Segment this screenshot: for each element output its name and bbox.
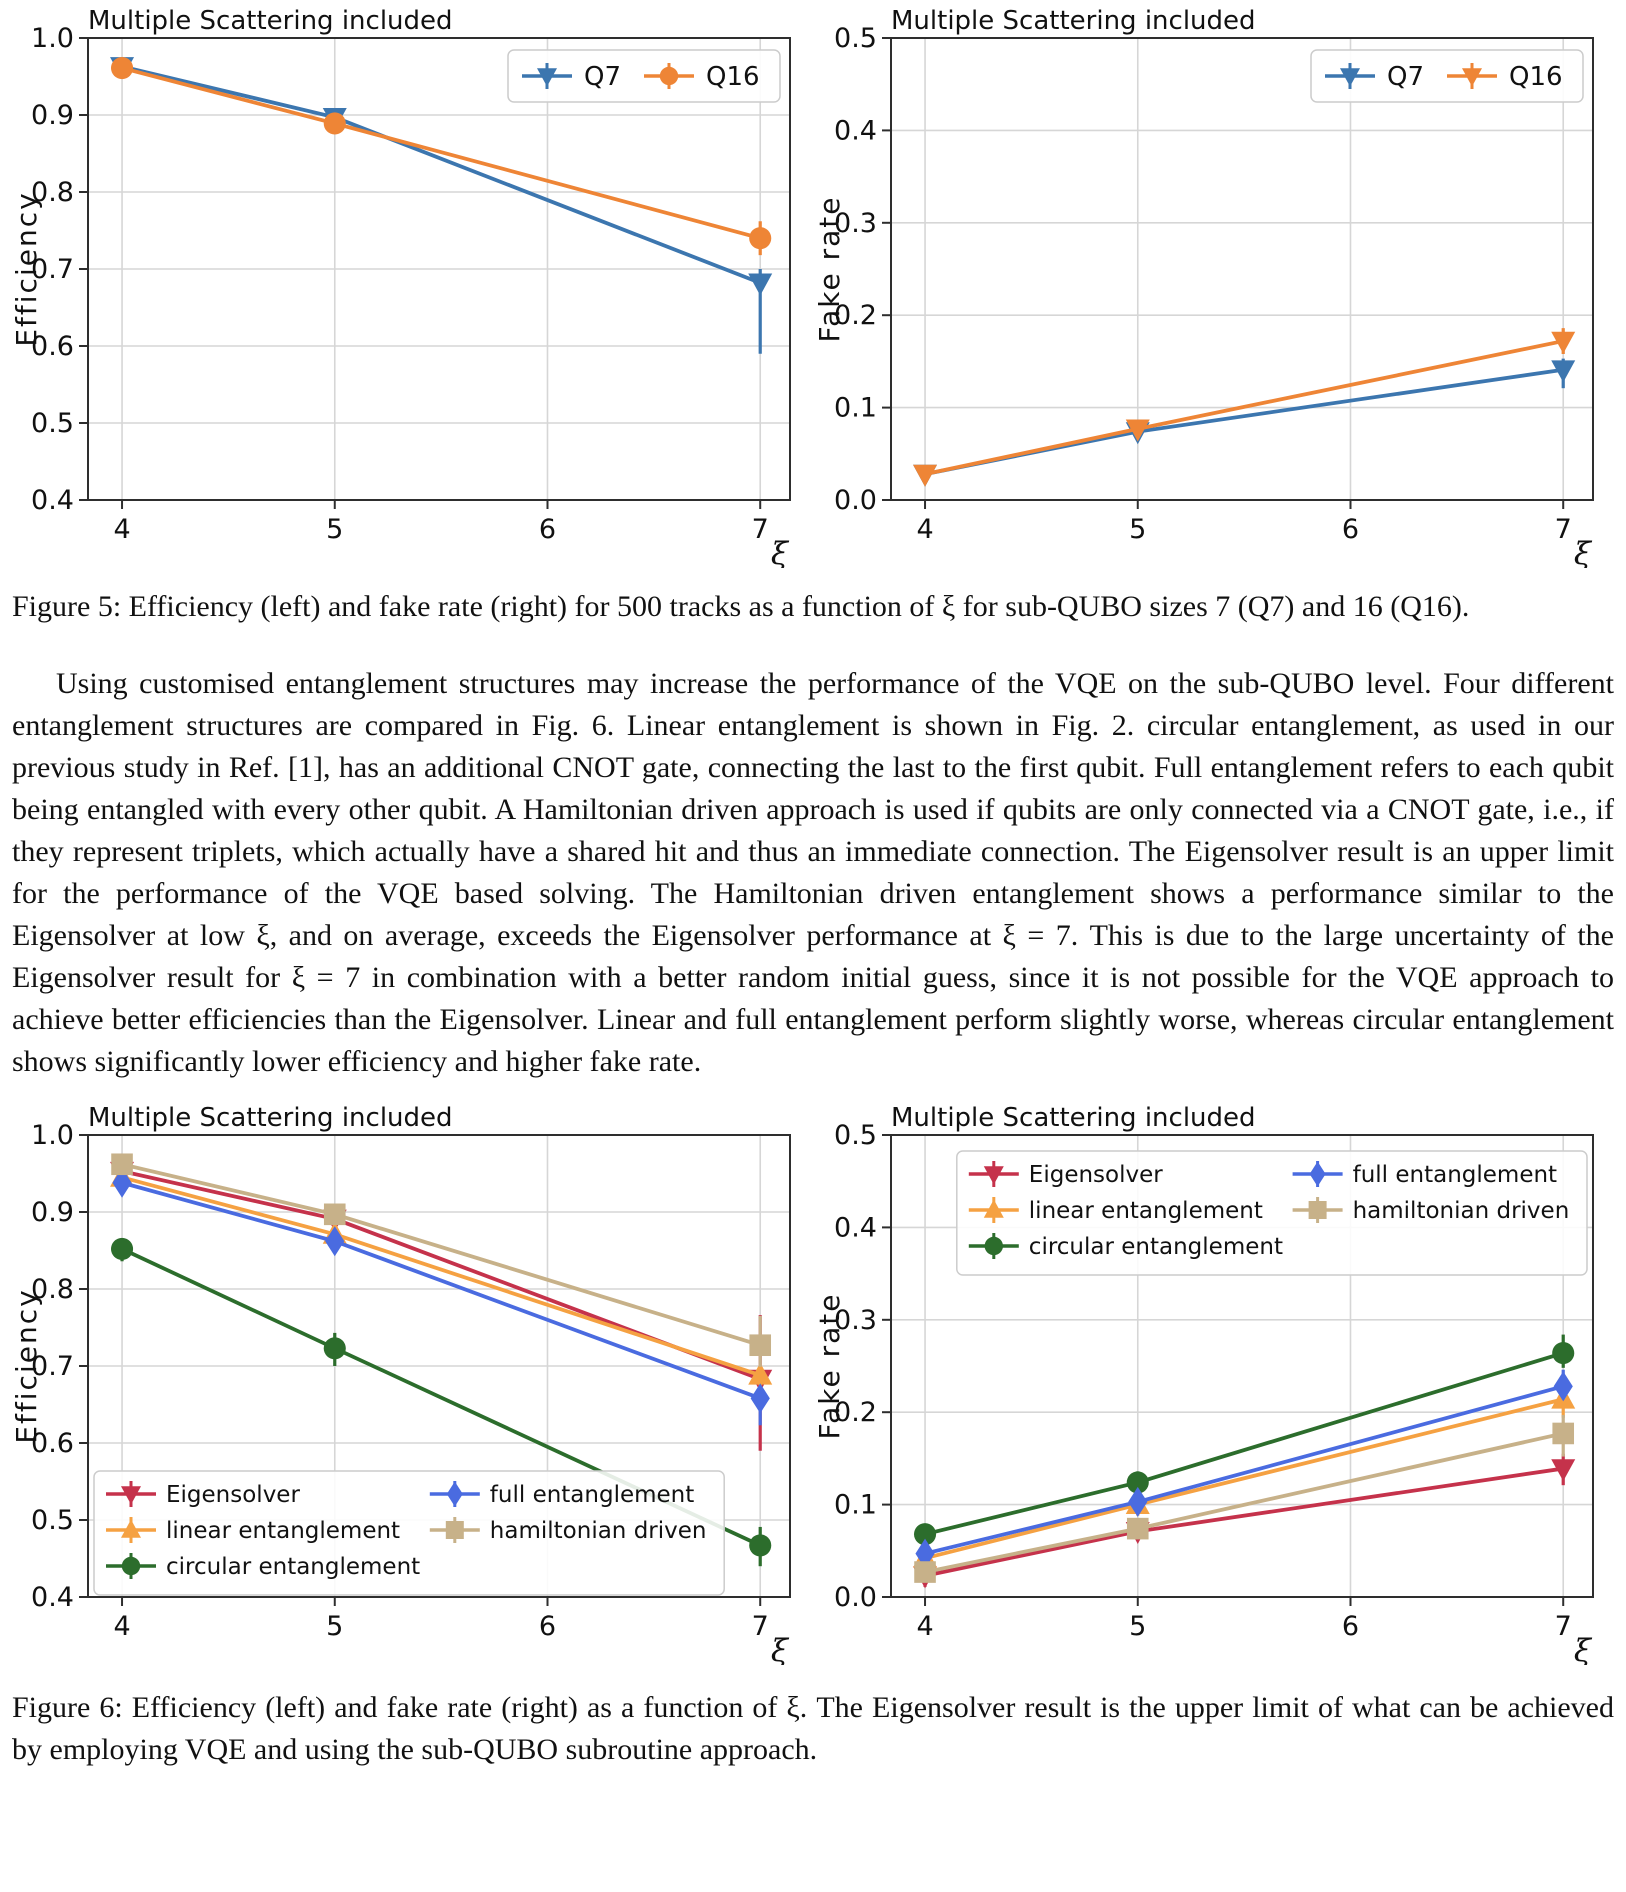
chart-title: Multiple Scattering included <box>891 8 1256 36</box>
svg-text:1.0: 1.0 <box>31 1119 74 1151</box>
figure5-caption: Figure 5: Efficiency (left) and fake rate (right) for 500 tracks as a function of ξ for sub-QUBO sizes 7 (Q7) and 16 (Q16). <box>12 590 1470 623</box>
svg-text:6: 6 <box>538 1610 557 1642</box>
svg-text:0.3: 0.3 <box>834 1304 877 1336</box>
chart-svg <box>10 8 813 568</box>
svg-text:5: 5 <box>326 514 344 545</box>
svg-text:0.7: 0.7 <box>31 254 74 285</box>
svg-text:0.0: 0.0 <box>834 485 877 516</box>
grid-lines <box>891 38 1593 500</box>
y-axis-label: Fake rate <box>813 1292 846 1440</box>
chart-svg <box>813 1105 1616 1665</box>
svg-text:full entanglement: full entanglement <box>489 1481 695 1508</box>
svg-text:7: 7 <box>1554 1610 1572 1642</box>
chart-title: Multiple Scattering included <box>891 1104 1256 1133</box>
series-linear-entanglement <box>110 1164 772 1391</box>
series-full-entanglement <box>915 1369 1572 1568</box>
svg-text:0.2: 0.2 <box>834 300 877 332</box>
figure5-row <box>10 8 1616 568</box>
chart-svg <box>10 1105 813 1665</box>
series-circular-entanglement <box>914 1334 1574 1545</box>
legend <box>1311 50 1583 102</box>
svg-text:6: 6 <box>538 514 557 545</box>
svg-text:4: 4 <box>113 1610 131 1642</box>
svg-text:0.6: 0.6 <box>31 1427 74 1459</box>
svg-text:0.7: 0.7 <box>31 1350 74 1382</box>
svg-text:0.5: 0.5 <box>31 408 74 439</box>
svg-text:0.0: 0.0 <box>834 1581 877 1613</box>
figure5-fake-rate-chart <box>813 8 1616 568</box>
figure6-efficiency-chart <box>10 1105 813 1665</box>
svg-text:0.6: 0.6 <box>31 331 74 362</box>
svg-text:7: 7 <box>751 1610 769 1642</box>
svg-text:5: 5 <box>326 1610 344 1642</box>
svg-text:0.4: 0.4 <box>31 485 74 516</box>
series-q7 <box>913 359 1575 487</box>
svg-text:4: 4 <box>916 1610 934 1642</box>
svg-text:circular entanglement: circular entanglement <box>166 1553 421 1580</box>
y-axis-label: Efficiency <box>10 191 43 347</box>
series-linear-entanglement <box>913 1386 1575 1567</box>
svg-text:hamiltonian driven: hamiltonian driven <box>1352 1197 1570 1224</box>
svg-text:0.8: 0.8 <box>31 1273 74 1305</box>
figure6-row <box>10 1105 1616 1665</box>
svg-text:7: 7 <box>1554 514 1572 545</box>
x-axis-label: ξ <box>770 1632 788 1665</box>
svg-text:Eigensolver: Eigensolver <box>1028 1161 1163 1188</box>
svg-text:0.1: 0.1 <box>834 392 877 424</box>
svg-text:6: 6 <box>1341 514 1360 545</box>
svg-text:Q16: Q16 <box>1509 62 1563 92</box>
y-axis-label: Efficiency <box>10 1287 43 1444</box>
legend <box>94 1471 724 1595</box>
svg-text:0.2: 0.2 <box>834 1396 877 1428</box>
svg-text:4: 4 <box>916 514 934 545</box>
series-full-entanglement <box>112 1167 769 1425</box>
svg-text:full entanglement: full entanglement <box>1352 1161 1558 1188</box>
svg-text:6: 6 <box>1341 1610 1360 1642</box>
figure6-caption: Figure 6: Efficiency (left) and fake rate (right) as a function of ξ. The Eigensolver result is the upper limit of what can be achieved by employing VQE and using the sub-QUBO subroutine approach. <box>12 1690 1614 1767</box>
grid-lines <box>88 38 790 500</box>
svg-text:0.5: 0.5 <box>834 23 877 54</box>
chart-svg <box>813 8 1616 568</box>
svg-text:0.1: 0.1 <box>834 1489 877 1521</box>
svg-text:0.4: 0.4 <box>834 1211 877 1243</box>
svg-text:4: 4 <box>113 514 131 545</box>
x-axis-label: ξ <box>1573 536 1591 568</box>
svg-text:0.5: 0.5 <box>31 1504 74 1536</box>
svg-text:0.8: 0.8 <box>31 177 74 208</box>
svg-text:0.9: 0.9 <box>31 1196 74 1228</box>
svg-text:0.4: 0.4 <box>31 1581 74 1613</box>
svg-text:Q7: Q7 <box>1387 62 1425 92</box>
chart-title: Multiple Scattering included <box>88 1104 453 1133</box>
svg-text:Q16: Q16 <box>706 62 760 92</box>
svg-text:0.9: 0.9 <box>31 100 74 131</box>
svg-text:Q7: Q7 <box>584 62 622 92</box>
x-axis-label: ξ <box>770 536 788 568</box>
legend <box>957 1151 1587 1275</box>
svg-text:hamiltonian driven: hamiltonian driven <box>489 1517 707 1544</box>
svg-text:Eigensolver: Eigensolver <box>166 1481 300 1508</box>
svg-text:0.3: 0.3 <box>834 207 877 239</box>
y-axis-label: Fake rate <box>813 195 846 343</box>
body-paragraph: Using customised entanglement structures may increase the performance of the VQE on the sub-QUBO level. Four different entanglement structures are compared in Fig. 6. Linear entanglement is shown in Fig. 2. circular entanglement, as used in our previous study in Ref. [1], has an additional CNOT gate, connecting the last to the first qubit. Full entanglement refers to each qubit being entangled with every other qubit. A Hamiltonian driven approach is used if qubits are only connected via a CNOT gate, i.e., if they represent triplets, which actually have a shared hit and thus an immediate connection. The Eigensolver result is an upper limit for the performance of the VQE based solving. The Hamiltonian driven entanglement shows a performance similar to the Eigensolver at low ξ, and on average, exceeds the Eigensolver performance at ξ = 7. This is due to the large uncertainty of the Eigensolver result for ξ = 7 in combination with a better random initial guess, since it is not possible for the VQE approach to achieve better efficiencies than the Eigensolver. Linear and full entanglement perform slightly worse, whereas circular entanglement shows significantly lower efficiency and higher fake rate. <box>12 666 1614 1078</box>
legend <box>508 50 780 102</box>
chart-title: Multiple Scattering included <box>88 8 453 36</box>
svg-text:0.4: 0.4 <box>834 115 877 147</box>
svg-text:5: 5 <box>1129 514 1147 545</box>
svg-text:7: 7 <box>751 514 769 545</box>
svg-text:linear entanglement: linear entanglement <box>166 1517 401 1544</box>
svg-text:0.5: 0.5 <box>834 1119 877 1151</box>
svg-text:circular entanglement: circular entanglement <box>1028 1233 1283 1260</box>
figure5-efficiency-chart <box>10 8 813 568</box>
svg-text:1.0: 1.0 <box>31 23 74 54</box>
svg-text:linear entanglement: linear entanglement <box>1028 1197 1263 1224</box>
svg-text:5: 5 <box>1129 1610 1147 1642</box>
x-axis-label: ξ <box>1573 1632 1591 1665</box>
figure6-fake-rate-chart <box>813 1105 1616 1665</box>
